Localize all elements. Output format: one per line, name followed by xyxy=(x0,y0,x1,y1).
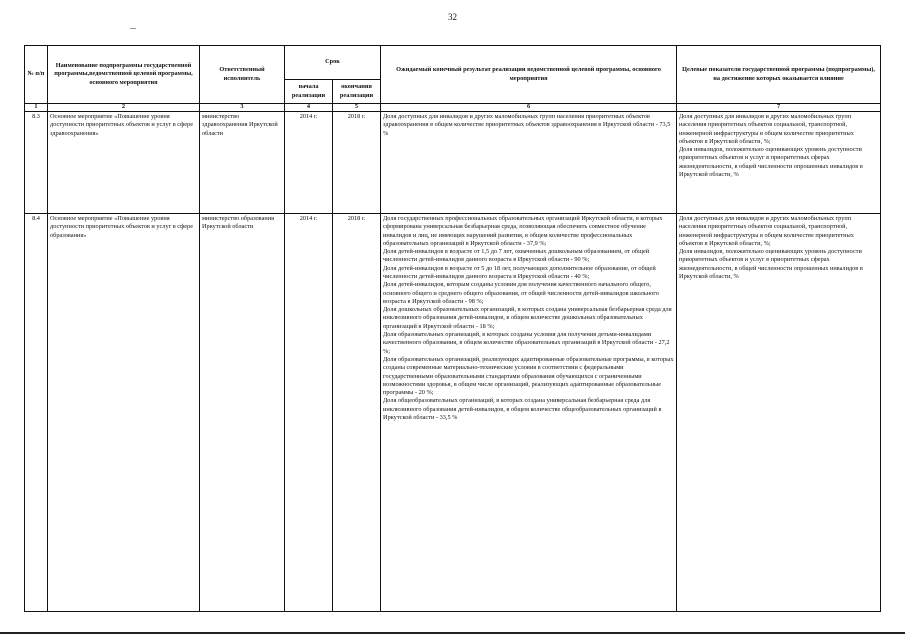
row-end: 2018 г. xyxy=(333,111,381,213)
target-item: Доля инвалидов, положительно оценивающих уровень доступности приоритетных объектов и услуг в приоритетных сферах жизнедеятельности, в общей численности опрошенных инвалидов в Иркутской области, % xyxy=(679,248,863,280)
header-targets: Целевые показатели государственной программы (подпрограммы), на достижение которых оказывается влияние xyxy=(677,46,881,104)
result-item: Доля детей-инвалидов в возрасте от 5 до 18 лет, получающих дополнительное образование, от общей численности детей-инвалидов данного возраста в Иркутской области - 40 %; xyxy=(383,264,656,280)
header-term: Срок xyxy=(285,46,381,80)
column-number: 1 xyxy=(25,104,48,112)
column-number: 6 xyxy=(381,104,677,112)
header-num: № п/п xyxy=(25,46,48,104)
program-table xyxy=(24,45,881,612)
table-row xyxy=(25,213,881,611)
row-targets xyxy=(677,213,881,611)
row-executor: министерство образования Иркутской области xyxy=(200,213,285,611)
column-number: 5 xyxy=(333,104,381,112)
row-results xyxy=(381,213,677,611)
result-item: Доля дошкольных образовательных организаций, в которых создана универсальная безбарьерная среда для инклюзивного образования детей-инвалидов, в общем количестве дошкольных образовательных организаций в Иркутской области - 18 %; xyxy=(383,306,672,330)
result-item: Доля общеобразовательных организаций, в которых создана универсальная безбарьерная среда для инклюзивного образования детей-инвалидов, в общем количестве общеобразовательных организаций в Иркутской области - 33,5 % xyxy=(383,397,662,422)
table-row xyxy=(25,111,881,213)
page-number: 32 xyxy=(448,12,457,22)
row-end: 2018 г. xyxy=(333,213,381,611)
header-executor: Ответственный исполнитель xyxy=(200,46,285,104)
header-result: Ожидаемый конечный результат реализации ведомственной целевой программы, основного мероприятия xyxy=(381,46,677,104)
result-item: Доля доступных для инвалидов и других маломобильных групп населения приоритетных объектов здравоохранения в общем количестве приоритетных объектов здравоохранения в Иркутской области - 73,5 % xyxy=(383,112,671,137)
result-item: Доля государственных профессиональных образовательных организаций Иркутской области, в которых сформирована универсальная безбарьерная среда, позволяющая обеспечить совместное обучение инвалидов и лиц, не имеющих нарушений развития, в общем количестве профессиональных образовательных организаций в Иркутской области - 37,9 %; xyxy=(383,214,663,247)
result-item: Доля детей-инвалидов в возрасте от 1,5 до 7 лет, охваченных дошкольным образованием, от общей численности детей-инвалидов данного возраста в Иркутской области - 90 %; xyxy=(383,248,650,264)
header-row-1 xyxy=(25,46,881,80)
result-item: Доля образовательных организаций, в которых созданы условия для получения детьми-инвалидами качественного образования, в общем количестве образовательных организаций в Иркутской области - 27,2 %; xyxy=(383,331,670,355)
target-item: Доля доступных для инвалидов и других маломобильных групп населения приоритетных объектов социальной, транспортной, инженерной инфраструктуры в общем количестве приоритетных объектов в Иркутской области, %; xyxy=(679,112,854,145)
row-results xyxy=(381,111,677,213)
column-numbers-row xyxy=(25,104,881,112)
result-item: Доля детей-инвалидов, которым созданы условия для получения качественного начального общего, основного общего и среднего общего образования, от общей численности детей-инвалидов школьного возраста в Иркутской области - 98 %; xyxy=(383,281,659,305)
row-num: 8.4 xyxy=(25,213,48,611)
row-name: Основное мероприятие «Повышение уровня доступности приоритетных объектов и услуг в сфере образования» xyxy=(48,213,200,611)
row-num: 8.3 xyxy=(25,111,48,213)
header-end: окончания реализации xyxy=(333,80,381,104)
scan-mark xyxy=(130,28,136,29)
row-start: 2014 г. xyxy=(285,111,333,213)
target-item: Доля доступных для инвалидов и других маломобильных групп населения приоритетных объектов социальной, транспортной, инженерной инфраструктуры в общем количестве приоритетных объектов в Иркутской области, %; xyxy=(679,214,854,247)
header-start: начала реализации xyxy=(285,80,333,104)
column-number: 3 xyxy=(200,104,285,112)
column-number: 7 xyxy=(677,104,881,112)
row-targets xyxy=(677,111,881,213)
row-start: 2014 г. xyxy=(285,213,333,611)
scan-edge xyxy=(0,632,905,634)
column-number: 4 xyxy=(285,104,333,112)
column-number: 2 xyxy=(48,104,200,112)
row-executor: министерство здравоохранения Иркутской области xyxy=(200,111,285,213)
header-name: Наименование подпрограммы государственной программы,ведомственной целевой программы, основного мероприятия xyxy=(48,46,200,104)
result-item: Доля образовательных организаций, реализующих адаптированные образовательные программы, в которых созданы современные материально-технические условия в соответствии с федеральными государственными образовательными стандартами образования обучающихся с ограниченными возможностями здоровья, в общем числе организаций, реализующих адаптированные образовательные программы - 20 %; xyxy=(383,355,674,397)
target-item: Доля инвалидов, положительно оценивающих уровень доступности приоритетных объектов и услуг в приоритетных сферах жизнедеятельности, в общей численности опрошенных инвалидов в Иркутской области, % xyxy=(679,146,863,178)
row-name: Основное мероприятие «Повышение уровня доступности приоритетных объектов и услуг в сфере здравоохранения» xyxy=(48,111,200,213)
